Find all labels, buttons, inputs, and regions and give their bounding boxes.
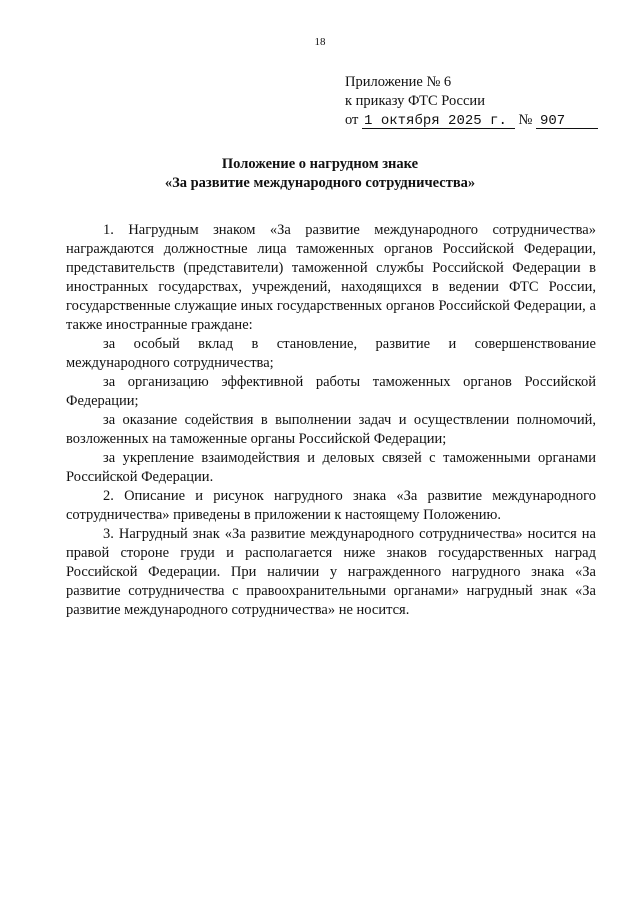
paragraph-1: 1. Нагрудным знаком «За развитие международного сотрудничества» награждаются должностные лица таможенных органов Российской Федерации, представительств (представители) таможенной службы Российской Федерации в иностранных государствах, учреждений, находящихся в ведении ФТС России, государственные служащие иных государственных органов Российской Федерации, а также иностранные граждане:	[66, 222, 596, 333]
appendix-title: Приложение № 6	[345, 74, 452, 90]
appendix-date-line	[345, 111, 598, 130]
paragraph-criterion-2: за организацию эффективной работы таможенных органов Российской Федерации;	[66, 374, 596, 409]
page-number: 18	[314, 36, 326, 48]
order-date: 1 октября 2025 г.	[362, 114, 515, 129]
date-prefix: от	[345, 112, 359, 128]
document-title	[0, 155, 640, 193]
order-number: 907	[536, 114, 598, 129]
appendix-header	[345, 73, 598, 130]
paragraph-criterion-1: за особый вклад в становление, развитие и совершенствование международного сотрудничества;	[66, 336, 596, 371]
paragraph-criterion-4: за укрепление взаимодействия и деловых связей с таможенными органами Российской Федерации.	[66, 450, 596, 485]
title-line-1: Положение о нагрудном знаке	[221, 156, 419, 172]
appendix-order-ref: к приказу ФТС России	[345, 93, 485, 109]
title-line-2: «За развитие международного сотрудничества»	[164, 175, 476, 191]
paragraph-2: 2. Описание и рисунок нагрудного знака «За развитие международного сотрудничества» приведены в приложении к настоящему Положению.	[66, 488, 596, 523]
paragraph-criterion-3: за оказание содействия в выполнении задач и осуществлении полномочий, возложенных на таможенные органы Российской Федерации;	[66, 412, 596, 447]
number-prefix: №	[518, 112, 533, 128]
paragraph-3: 3. Нагрудный знак «За развитие международного сотрудничества» носится на правой стороне груди и располагается ниже знаков государственных наград Российской Федерации. При наличии у награжденного нагрудного знака «За развитие сотрудничества с правоохранительными органами» нагрудный знак «За развитие международного сотрудничества» не носится.	[66, 526, 596, 618]
document-body	[66, 221, 596, 620]
